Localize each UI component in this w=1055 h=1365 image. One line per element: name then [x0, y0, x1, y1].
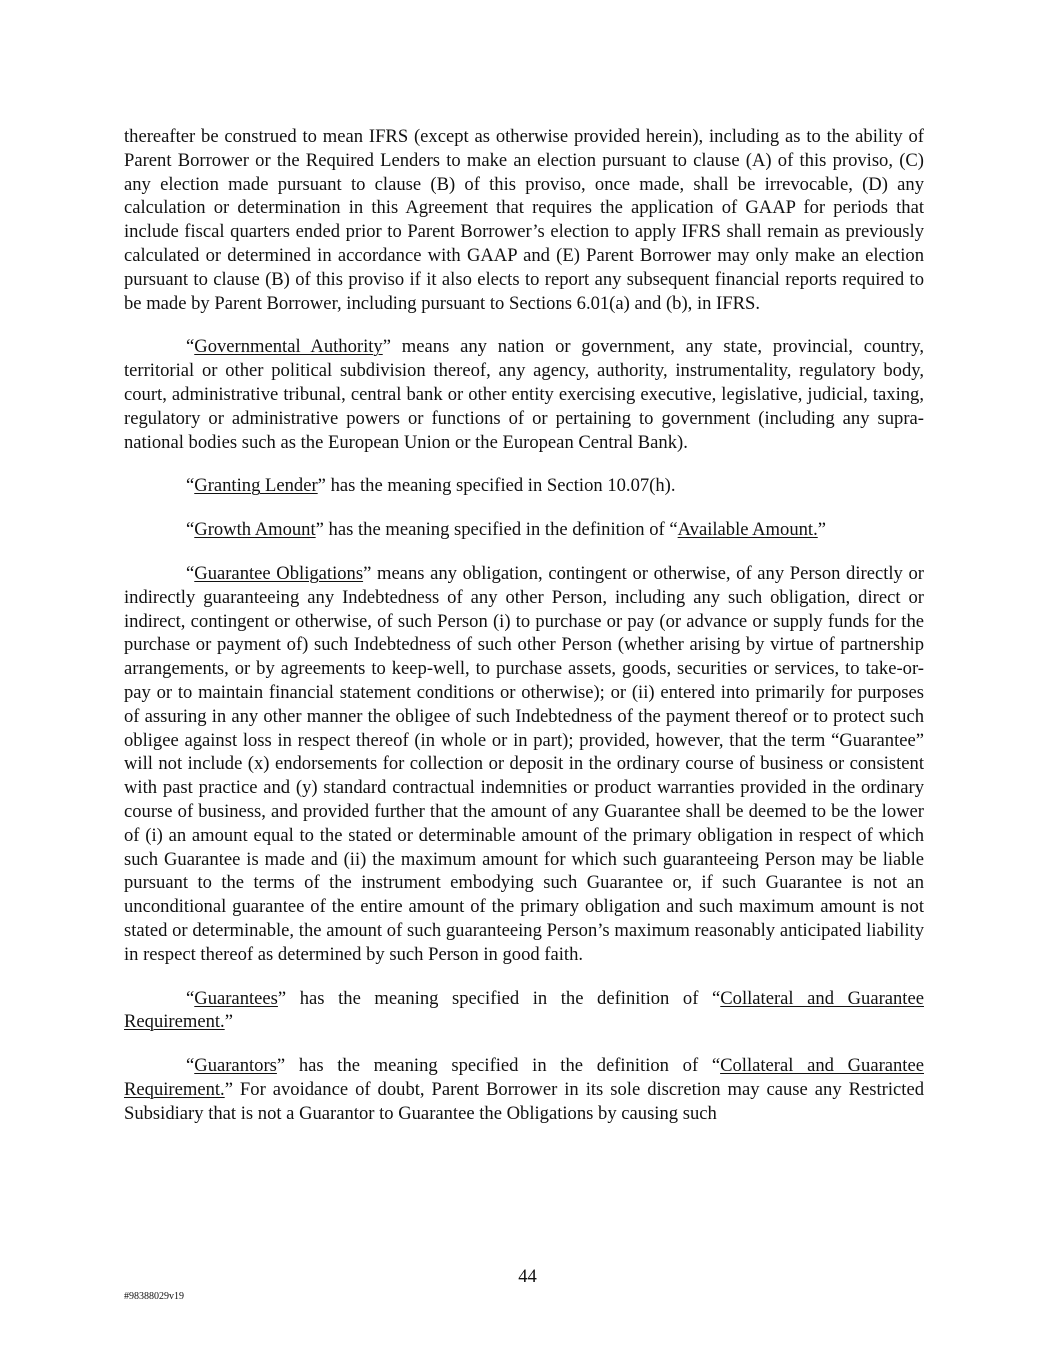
definition-granting-lender	[124, 474, 924, 498]
cross-reference: Collateral and Guarantee Requirement.	[124, 987, 924, 1033]
paragraph-ifrs-continuation	[124, 125, 924, 315]
document-id: #98388029v19	[124, 1291, 184, 1302]
defined-term: Governmental Authority	[194, 336, 383, 358]
close-quote: ”	[817, 519, 826, 541]
defined-term: Growth Amount	[194, 519, 316, 541]
definition-guarantors	[124, 1054, 924, 1125]
definition-text: ” has the meaning specified in Section 10.07(h).	[317, 475, 676, 497]
definition-governmental-authority	[124, 335, 924, 454]
open-quote: “	[186, 562, 195, 584]
open-quote: “	[186, 519, 195, 541]
definition-guarantees	[124, 987, 924, 1035]
cross-reference: Collateral and Guarantee Requirement.	[124, 1055, 924, 1100]
definition-text: ” has the meaning specified in the definition of “	[315, 519, 678, 541]
document-body	[124, 125, 924, 1145]
open-quote: “	[186, 1055, 195, 1077]
definition-text: ” has the meaning specified in the definition of “	[276, 1055, 721, 1077]
paragraph-text: thereafter be construed to mean IFRS (except as otherwise provided herein), including as to the ability of Parent Borrower or the Required Lenders to make an election pursuant to clause (A) of this proviso, (C) any election made pursuant to clause (B) of this proviso, once made, shall be irrevocable, (D) any calculation or determination in this Agreement that requires the application of GAAP for periods that include fiscal quarters ended prior to Parent Borrower’s election to apply IFRS shall remain as previously calculated or determined in accordance with GAAP and (E) Parent Borrower may only make an election pursuant to clause (B) of this proviso if it also elects to report any subsequent financial reports required to be made by Parent Borrower, including pursuant to Sections 6.01(a) and (b), in IFRS.	[124, 126, 924, 314]
definition-text: ” means any obligation, contingent or otherwise, of any Person directly or indirectly guaranteeing any Indebtedness of any other Person, including any such obligation, direct or indirect, contingent or otherwise, of such Person (i) to purchase or pay (or advance or supply funds for the purchase or payment of) such Indebtedness of such other Person (whether arising by virtue of partnership arrangements, or by agreements to keep-well, to purchase assets, goods, securities or services, to take-or-pay or to maintain financial statement conditions or otherwise); or (ii) entered into primarily for purposes of assuring in any other manner the obligee of such Indebtedness of the payment thereof or to protect such obligee against loss in respect thereof (in whole or in part); provided, however, that the term “Guarantee” will not include (x) endorsements for collection or deposit in the ordinary course of business or consistent with past practice and (y) standard contractual indemnities or product warranties provided in the ordinary course of business, and provided further that the amount of any Guarantee shall be deemed to be the lower of (i) an amount equal to the stated or determinable amount of the primary obligation in respect of which such Guarantee is made and (ii) the maximum amount for which such guaranteeing Person may be liable pursuant to the terms of the instrument embodying such Guarantee or, if such Guarantee is not an unconditional guarantee of the entire amount of the primary obligation and such maximum amount is not stated or determinable, the amount of such guaranteeing Person’s maximum reasonably anticipated liability in respect thereof as determined by such Person in good faith.	[124, 562, 924, 965]
definition-guarantee-obligations	[124, 562, 924, 967]
open-quote: “	[186, 336, 195, 358]
definition-growth-amount	[124, 518, 924, 542]
defined-term: Guarantors	[194, 1055, 277, 1077]
defined-term: Granting Lender	[194, 475, 318, 497]
definition-text: ” has the meaning specified in the definition of “	[277, 987, 721, 1009]
defined-term: Guarantees	[194, 987, 278, 1009]
definition-text: ” means any nation or government, any state, provincial, country, territorial or other political subdivision thereof, any agency, authority, instrumentality, regulatory body, court, administrative tribunal, central bank or other entity exercising executive, legislative, judicial, taxing, regulatory or administrative powers or functions of or pertaining to government (including any supra-national bodies such as the European Union or the European Central Bank).	[124, 336, 924, 453]
page-number: 44	[518, 1266, 537, 1287]
definition-text-continued: ” For avoidance of doubt, Parent Borrower in its sole discretion may cause any Restricted Subsidiary that is not a Guarantor to Guarantee the Obligations by causing such	[124, 1078, 924, 1124]
close-quote: ”	[224, 1011, 233, 1033]
open-quote: “	[186, 987, 195, 1009]
cross-reference: Available Amount.	[677, 519, 818, 541]
defined-term: Guarantee Obligations	[194, 562, 364, 584]
open-quote: “	[186, 475, 195, 497]
